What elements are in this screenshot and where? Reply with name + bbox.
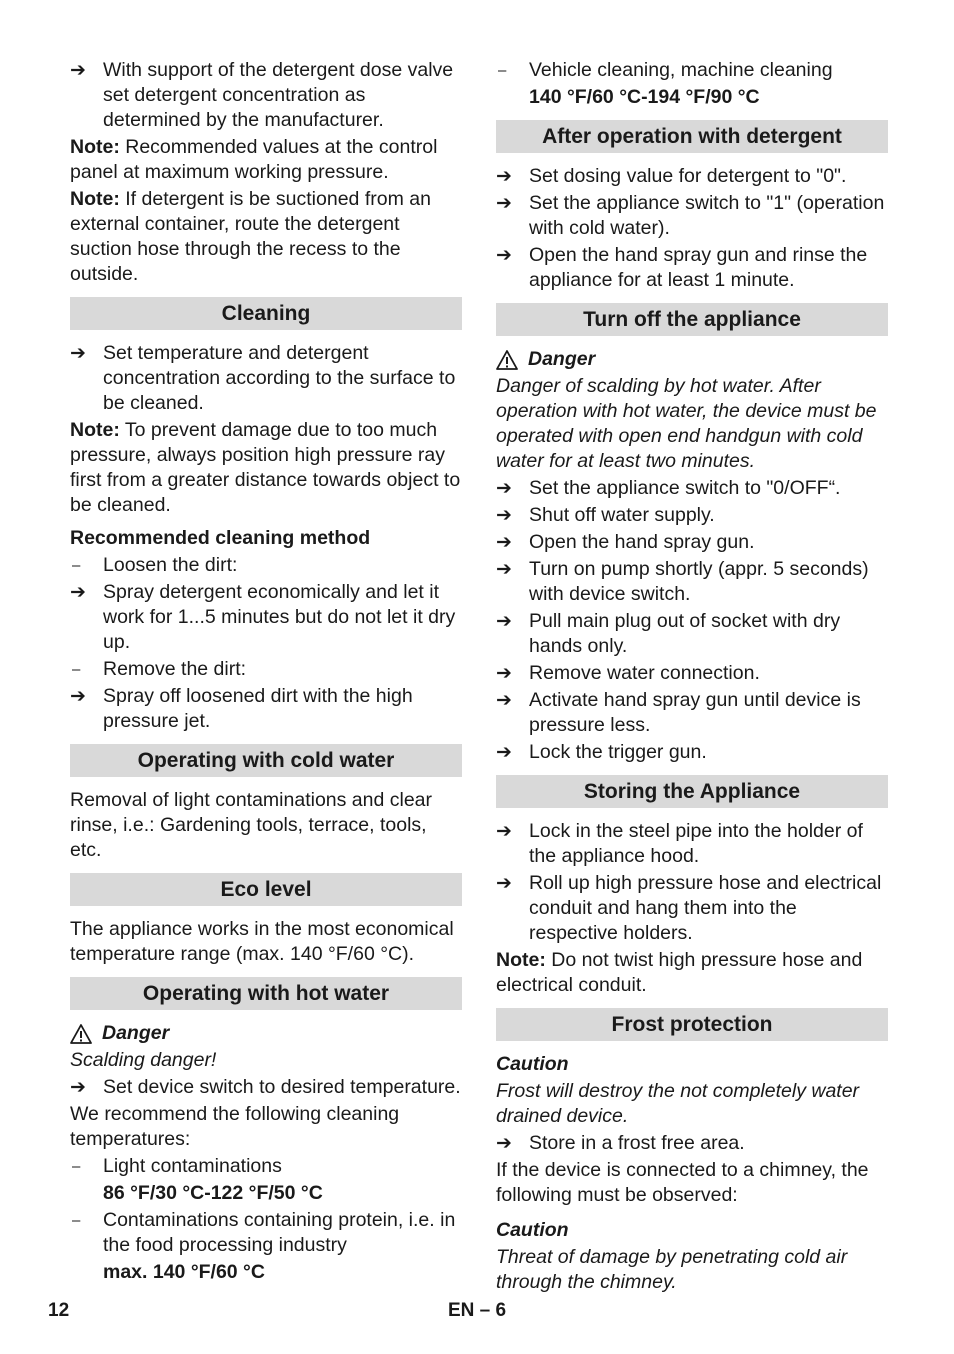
arrow-right-icon: ➔	[496, 532, 512, 553]
arrow-right-icon: ➔	[496, 166, 512, 187]
arrow-right-icon: ➔	[496, 742, 512, 763]
dash-marker: –	[498, 62, 507, 79]
list-item: ➔ Spray off loosened dirt with the high pressure jet.	[70, 685, 413, 732]
arrow-right-icon: ➔	[496, 611, 512, 632]
list-item: – Vehicle cleaning, machine cleaning	[498, 59, 833, 81]
paragraph: Removal of light contaminations and clear rinse, i.e.: Gardening tools, terrace, tools, etc.	[70, 789, 433, 861]
list-item: – Contaminations containing protein, i.e. in the food processing industry	[72, 1209, 456, 1256]
section-heading-after-detergent: After operation with detergent	[496, 120, 888, 153]
list-item: ➔ Activate hand spray gun until device is pressure less.	[496, 689, 861, 736]
right-column	[496, 58, 888, 1297]
caution-label: Caution	[496, 1219, 569, 1241]
list-item: ➔ Shut off water supply.	[496, 504, 715, 526]
list-item: ➔ Open the hand spray gun and rinse the appliance for at least 1 minute.	[496, 244, 868, 291]
list-item: ➔ Lock the trigger gun.	[496, 741, 707, 763]
list-item: ➔ Set dosing value for detergent to "0".	[496, 165, 847, 187]
list-item: ➔ Set device switch to desired temperature.	[70, 1076, 461, 1098]
warning-triangle-icon	[496, 349, 518, 371]
arrow-right-icon: ➔	[70, 60, 86, 81]
list-item: ➔ Set the appliance switch to "1" (operation with cold water).	[496, 192, 885, 239]
arrow-right-icon: ➔	[70, 686, 86, 707]
caution-text: Frost will destroy the not completely water drained device.	[496, 1080, 860, 1127]
dash-marker: –	[72, 661, 81, 678]
section-heading-turn-off: Turn off the appliance	[496, 303, 888, 336]
section-heading-hot-water: Operating with hot water	[70, 977, 462, 1010]
page-number: 12	[48, 1300, 70, 1321]
list-item: ➔ With support of the detergent dose valve set detergent concentration as determined by the manufacturer.	[70, 59, 454, 131]
danger-label: Danger	[70, 1021, 462, 1046]
left-column	[70, 58, 462, 1287]
danger-label: Danger	[496, 347, 888, 372]
danger-text: Danger of scalding by hot water. After operation with hot water, the device must be operated with open end handgun with cold water for at least two minutes.	[496, 375, 877, 472]
temperature-value: max. 140 °F/60 °C	[103, 1261, 265, 1283]
list-item: ➔ Open the hand spray gun.	[496, 531, 755, 553]
arrow-right-icon: ➔	[70, 343, 86, 364]
list-item: ➔ Remove water connection.	[496, 662, 760, 684]
section-heading-eco-level: Eco level	[70, 873, 462, 906]
list-item: ➔ Roll up high pressure hose and electrical conduit and hang them into the respective holders.	[496, 872, 882, 944]
caution-label: Caution	[496, 1053, 569, 1075]
paragraph: We recommend the following cleaning temperatures:	[70, 1103, 400, 1150]
list-item: ➔ Lock in the steel pipe into the holder of the appliance hood.	[496, 820, 863, 867]
list-item: – Light contaminations	[72, 1155, 282, 1177]
paragraph: The appliance works in the most economical temperature range (max. 140 °F/60 °C).	[70, 918, 454, 965]
arrow-right-icon: ➔	[70, 582, 86, 603]
arrow-right-icon: ➔	[496, 690, 512, 711]
list-item: ➔ Set temperature and detergent concentration according to the surface to be cleaned.	[70, 342, 456, 414]
list-item: ➔ Pull main plug out of socket with dry hands only.	[496, 610, 841, 657]
arrow-right-icon: ➔	[496, 663, 512, 684]
language-page-label: EN – 6	[448, 1300, 507, 1321]
dash-marker: –	[72, 557, 81, 574]
list-item: ➔ Store in a frost free area.	[496, 1132, 745, 1154]
list-item: ➔ Set the appliance switch to "0/OFF“.	[496, 477, 841, 499]
arrow-right-icon: ➔	[496, 821, 512, 842]
arrow-right-icon: ➔	[496, 478, 512, 499]
arrow-right-icon: ➔	[496, 559, 512, 580]
subheading-cleaning-method: Recommended cleaning method	[70, 527, 371, 549]
note-paragraph: Note: To prevent damage due to too much pressure, always position high pressure ray first from a greater distance towards object to be cleaned.	[70, 419, 461, 516]
warning-triangle-icon	[70, 1023, 92, 1045]
arrow-right-icon: ➔	[496, 245, 512, 266]
arrow-right-icon: ➔	[496, 505, 512, 526]
list-item: – Loosen the dirt:	[72, 554, 238, 576]
section-heading-frost: Frost protection	[496, 1008, 888, 1041]
arrow-right-icon: ➔	[496, 1133, 512, 1154]
danger-text: Scalding danger!	[70, 1049, 217, 1071]
caution-text: Threat of damage by penetrating cold air through the chimney.	[496, 1246, 848, 1293]
dash-marker: –	[72, 1212, 81, 1229]
section-heading-cold-water: Operating with cold water	[70, 744, 462, 777]
list-item: ➔ Turn on pump shortly (appr. 5 seconds) with device switch.	[496, 558, 869, 605]
list-item: – Remove the dirt:	[72, 658, 247, 680]
arrow-right-icon: ➔	[496, 873, 512, 894]
note-paragraph: Note: If detergent is be suctioned from an external container, route the detergent suction hose through the recess to the outside.	[70, 188, 431, 285]
temperature-value: 86 °F/30 °C-122 °F/50 °C	[103, 1182, 323, 1204]
arrow-right-icon: ➔	[70, 1077, 86, 1098]
temperature-value: 140 °F/60 °C-194 °F/90 °C	[529, 86, 760, 108]
note-paragraph: Note: Do not twist high pressure hose and electrical conduit.	[496, 949, 863, 996]
list-item: ➔ Spray detergent economically and let it work for 1...5 minutes but do not let it dry up.	[70, 581, 456, 653]
section-heading-storing: Storing the Appliance	[496, 775, 888, 808]
dash-marker: –	[72, 1158, 81, 1175]
note-paragraph: Note: Recommended values at the control panel at maximum working pressure.	[70, 136, 438, 183]
paragraph: If the device is connected to a chimney, the following must be observed:	[496, 1159, 869, 1206]
arrow-right-icon: ➔	[496, 193, 512, 214]
section-heading-cleaning: Cleaning	[70, 297, 462, 330]
